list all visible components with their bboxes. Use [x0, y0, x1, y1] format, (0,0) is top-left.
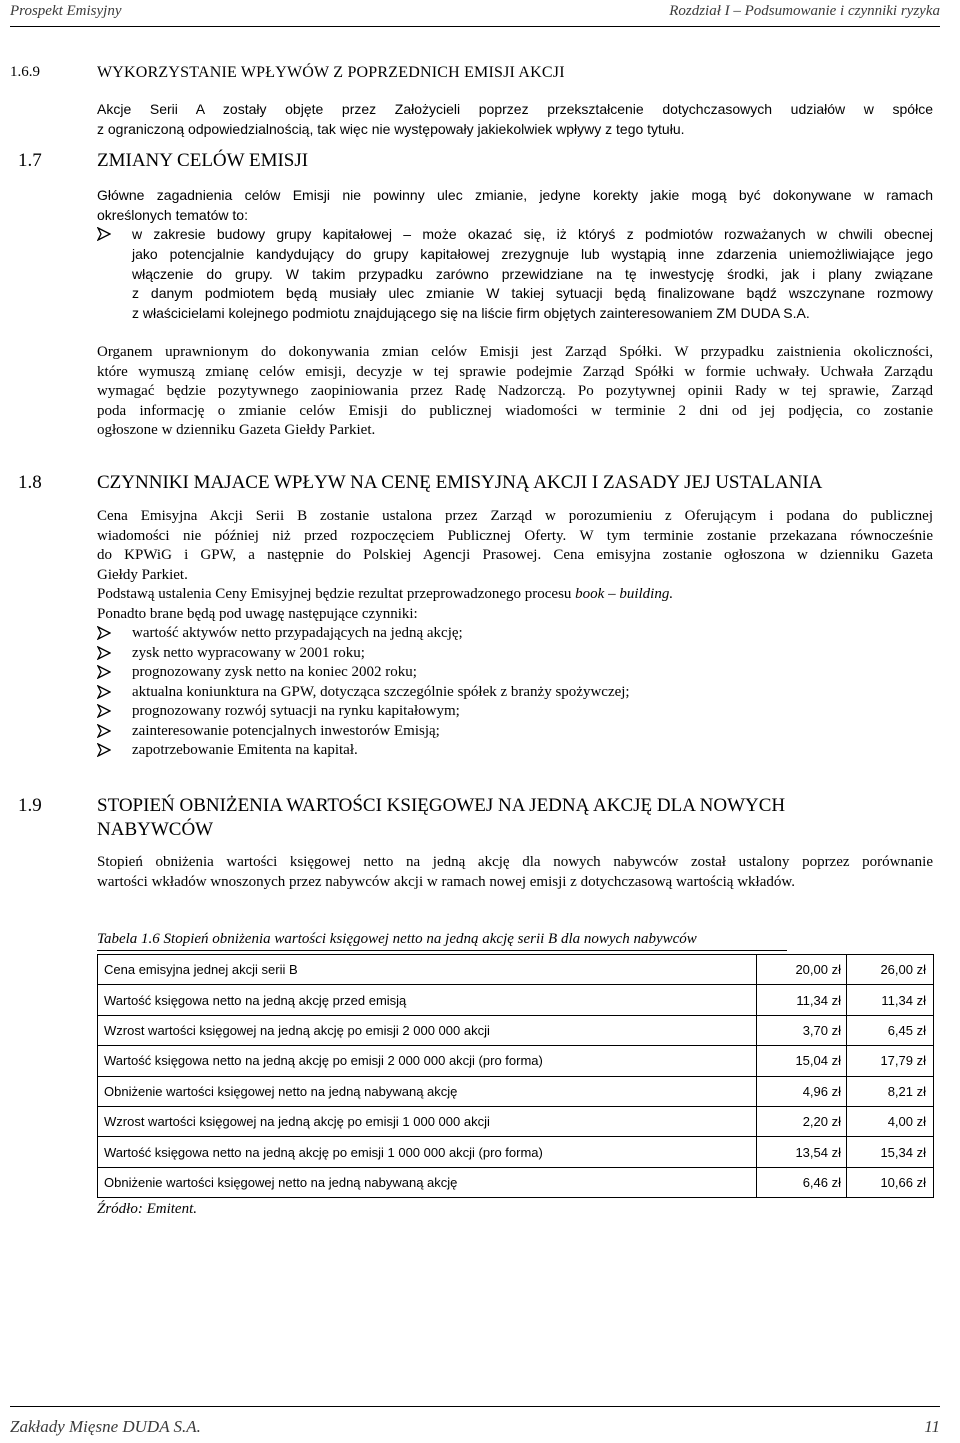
page-footer [10, 1406, 940, 1443]
table-row [98, 1076, 934, 1106]
page-header [10, 0, 940, 27]
table-row [98, 955, 934, 985]
factor-text: zapotrzebowanie Emitenta na kapitał. [132, 742, 358, 758]
value-scenario-2: 15,34 zł [847, 1137, 934, 1167]
page-number: 11 [924, 1417, 940, 1436]
table-row [98, 1015, 934, 1045]
factor-item [97, 663, 933, 683]
factors-list [97, 624, 933, 761]
factor-item [97, 722, 933, 742]
footer-company-name: Zakłady Mięsne DUDA S.A. [10, 1417, 201, 1436]
value-scenario-1: 2,20 zł [757, 1106, 847, 1136]
paragraph-line: do KPWiG i GPW, a następnie do Polskiej Agencji Prasowej. Cena emisyjna zostanie ogłoszona w dzienniku Gazeta [97, 547, 933, 563]
factor-item [97, 702, 933, 722]
bullet-line: z właścicielami kolejnego podmiotu znajdującego się na liście firm objętych zainteresowaniem ZM DUDA S.A. [132, 305, 810, 322]
factor-item [97, 683, 933, 703]
paragraph-line: Stopień obniżenia wartości księgowej netto na jedną akcję dla nowych nabywców został ustalony poprzez porównanie [97, 854, 933, 870]
section-number-169: 1.6.9 [10, 64, 40, 80]
paragraph-line: które wymuszą zmianę celów emisji, decyzje w tej sprawie podejmie Zarząd Spółki w formie uchwały. Uchwała Zarządu [97, 363, 933, 380]
paragraph-line: Organem uprawnionym do dokonywania zmian celów Emisji jest Zarząd Spółki. W przypadku zaistnienia okoliczności, [97, 344, 933, 360]
row-label: Wzrost wartości księgowej na jedną akcję po emisji 2 000 000 akcji [98, 1015, 757, 1045]
paragraph-line: wiadomości nie później niż przed rozpoczęciem Publicznej Oferty. W tym terminie zostanie przekazana równocześnie [97, 527, 933, 544]
factor-item [97, 624, 933, 644]
paragraph-line: Cena Emisyjna Akcji Serii B zostanie ustalona przez Zarząd w porozumieniu z Oferującym i podana do publicznej [97, 508, 933, 524]
factor-text: zysk netto wypracowany w 2001 roku; [132, 644, 365, 661]
table-row [98, 1167, 934, 1197]
bullet-line: jako potencjalnie kandydujący do grupy kapitałowej zrezygnuje lub wystąpią inne zdarzenia uniemożliwiające jego [132, 245, 933, 262]
arrow-bullet-icon [97, 626, 111, 640]
factor-text: prognozowany rozwój sytuacji na rynku kapitałowym; [132, 703, 460, 719]
section-title-19-line-1: STOPIEŃ OBNIŻENIA WARTOŚCI KSIĘGOWEJ NA JEDNĄ AKCJĘ DLA NOWYCH [97, 795, 786, 816]
value-scenario-2: 10,66 zł [847, 1167, 934, 1197]
factor-text: wartość aktywów netto przypadających na jedną akcję; [132, 625, 463, 641]
section-18-paragraph [97, 507, 933, 761]
factor-text: zainteresowanie potencjalnych inwestorów Emisją; [132, 722, 440, 739]
row-label: Cena emisyjna jednej akcji serii B [98, 955, 757, 985]
table-row [98, 1046, 934, 1076]
paragraph-line: wymagać będzie pozytywnego zaopiniowania przez Radę Nadzorczą. Po pozytywnej opinii Rady w tej sprawie, Zarząd [97, 383, 933, 399]
pricing-basis-text: Podstawą ustalenia Ceny Emisyjnej będzie rezultat przeprowadzonego procesu [97, 586, 576, 602]
value-scenario-2: 11,34 zł [847, 985, 934, 1015]
section-19-paragraph [97, 853, 933, 892]
factor-item [97, 741, 933, 761]
paragraph-line: Akcje Serii A zostały objęte przez Założycieli poprzez przekształcenie dotychczasowych udziałów w spółce [97, 101, 933, 117]
arrow-bullet-icon [97, 724, 111, 738]
paragraph-line: Giełdy Parkiet. [97, 566, 188, 583]
section-169-paragraph [97, 100, 933, 140]
arrow-bullet-icon [97, 685, 111, 699]
paragraph-line: poda informację o zmianie celów Emisji do publicznej wiadomości w terminie 2 dni od jej podjęcia, co zostanie [97, 402, 933, 419]
paragraph-line: wartości wkładów wnoszonych przez nabywców akcji w ramach nowej emisji z dotychczasową wartością wkładów. [97, 873, 795, 890]
row-label: Wartość księgowa netto na jedną akcję po emisji 1 000 000 akcji (pro forma) [98, 1137, 757, 1167]
table-caption: Tabela 1.6 Stopień obniżenia wartości księgowej netto na jedną akcję serii B dla nowych nabywców [97, 931, 697, 947]
value-scenario-2: 26,00 zł [847, 955, 934, 985]
paragraph-line: z ograniczoną odpowiedzialnością, tak więc nie występowały jakiekolwiek wpływy z tego tytułu. [97, 120, 685, 137]
arrow-bullet-icon [97, 665, 111, 679]
section-title-17: ZMIANY CELÓW EMISJI [97, 150, 309, 171]
table-row [98, 985, 934, 1015]
row-label: Wartość księgowa netto na jedną akcję po emisji 2 000 000 akcji (pro forma) [98, 1046, 757, 1076]
value-scenario-2: 6,45 zł [847, 1015, 934, 1045]
section-number-19: 1.9 [18, 795, 42, 816]
header-chapter-title: Rozdział I – Podsumowanie i czynniki ryzyka [669, 3, 940, 19]
table-row [98, 1106, 934, 1136]
section-number-17: 1.7 [18, 150, 42, 171]
factor-text: aktualna koniunktura na GPW, dotycząca szczególnie spółek z branży spożywczej; [132, 683, 630, 700]
row-label: Wzrost wartości księgowej na jedną akcję po emisji 1 000 000 akcji [98, 1106, 757, 1136]
value-scenario-1: 15,04 zł [757, 1046, 847, 1076]
arrow-bullet-icon [97, 227, 111, 241]
header-document-title: Prospekt Emisyjny [10, 3, 122, 19]
bullet-line: włączenie do grupy. W takim przypadku zarówno przewidziane na tę inwestycję środki, jak i plany związane [132, 265, 933, 282]
value-scenario-1: 20,00 zł [757, 955, 847, 985]
value-scenario-1: 11,34 zł [757, 985, 847, 1015]
pricing-basis-line [97, 585, 933, 605]
bullet-line: z danym podmiotem będą musiały ulec zmianie W takiej sytuacji będą finalizowane bądź wszczynane rozmowy [132, 285, 933, 302]
value-scenario-1: 4,96 zł [757, 1076, 847, 1106]
section-17-bullet [97, 225, 933, 324]
factor-item [97, 644, 933, 664]
paragraph-line: ogłoszone w dzienniku Gazeta Giełdy Parkiet. [97, 422, 376, 438]
factor-text: prognozowany zysk netto na koniec 2002 roku; [132, 664, 417, 680]
section-17-paragraph-2 [97, 343, 933, 441]
book-value-dilution-table [97, 954, 934, 1198]
book-building-term: book – building. [575, 586, 674, 602]
section-number-18: 1.8 [18, 472, 42, 493]
section-title-18: CZYNNIKI MAJACE WPŁYW NA CENĘ EMISYJNĄ AKCJI I ZASADY JEJ USTALANIA [97, 472, 823, 493]
section-title-169: WYKORZYSTANIE WPŁYWÓW Z POPRZEDNICH EMISJI AKCJI [97, 64, 565, 81]
value-scenario-2: 8,21 zł [847, 1076, 934, 1106]
arrow-bullet-icon [97, 743, 111, 757]
value-scenario-2: 4,00 zł [847, 1106, 934, 1136]
value-scenario-1: 13,54 zł [757, 1137, 847, 1167]
factors-intro: Ponadto brane będą pod uwagę następujące czynniki: [97, 605, 418, 622]
caption-underline [97, 950, 787, 951]
arrow-bullet-icon [97, 646, 111, 660]
section-17-intro [97, 186, 933, 226]
arrow-bullet-icon [97, 704, 111, 718]
bullet-line: w zakresie budowy grupy kapitałowej – może okazać się, iż któryś z podmiotów rozważanych w chwili obecnej [132, 226, 933, 242]
paragraph-line: określonych tematów to: [97, 206, 248, 223]
value-scenario-1: 6,46 zł [757, 1167, 847, 1197]
value-scenario-2: 17,79 zł [847, 1046, 934, 1076]
table-row [98, 1137, 934, 1167]
section-title-19-line-2: NABYWCÓW [97, 819, 214, 840]
table-source: Źródło: Emitent. [97, 1201, 197, 1217]
bullet-text [132, 225, 933, 324]
row-label: Obniżenie wartości księgowej netto na jedną nabywaną akcję [98, 1167, 757, 1197]
value-scenario-1: 3,70 zł [757, 1015, 847, 1045]
row-label: Obniżenie wartości księgowej netto na jedną nabywaną akcję [98, 1076, 757, 1106]
paragraph-line: Główne zagadnienia celów Emisji nie powinny ulec zmianie, jedyne korekty jakie mogą być dokonywane w ramach [97, 187, 933, 203]
row-label: Wartość księgowa netto na jedną akcję przed emisją [98, 985, 757, 1015]
